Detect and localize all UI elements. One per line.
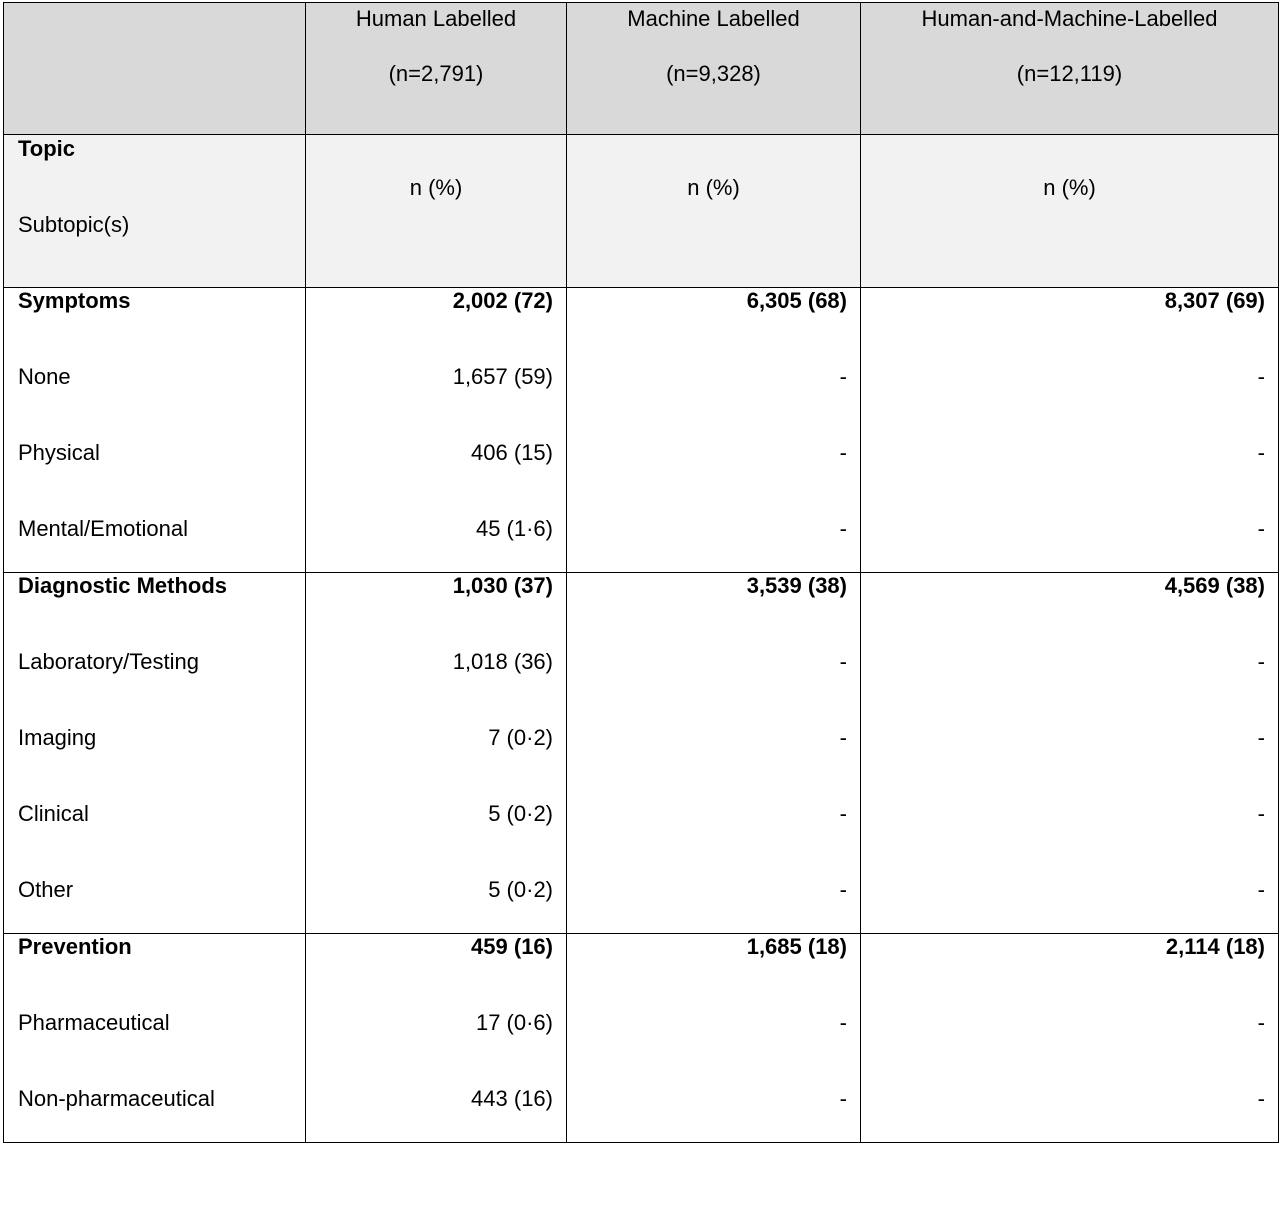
- subtopic-value: -: [1257, 877, 1265, 902]
- subtopic-value: -: [839, 516, 847, 541]
- topic-total: 459 (16): [471, 934, 553, 959]
- combined-values: [861, 288, 1279, 573]
- topic-total: 4,569 (38): [1164, 573, 1265, 598]
- subtopic-name: Mental/Emotional: [18, 516, 188, 541]
- topic-total: 3,539 (38): [746, 573, 847, 598]
- subtopic-name: Pharmaceutical: [18, 1010, 170, 1035]
- subtopic-value: -: [1257, 440, 1265, 465]
- subtopic-value: 45 (1·6): [475, 516, 553, 541]
- subtopic-value: 5 (0·2): [488, 801, 553, 826]
- header-count: (n=9,328): [666, 61, 761, 86]
- topic-total: 2,114 (18): [1165, 934, 1265, 959]
- column-header-row: [4, 3, 1279, 135]
- subtopic-name: Other: [18, 877, 74, 902]
- subtopic-value: 7 (0·2): [488, 725, 553, 750]
- subtopic-name: Clinical: [18, 801, 89, 826]
- subtopic-value: 1,018 (36): [452, 649, 553, 674]
- topic-group-prevention: [4, 934, 1279, 1143]
- header-title: Human Labelled: [355, 6, 517, 31]
- stat-label-cell: [306, 135, 567, 288]
- subtopic-value: 1,657 (59): [452, 364, 553, 389]
- combined-values: [861, 934, 1279, 1143]
- subtopic-name: Laboratory/Testing: [18, 649, 199, 674]
- topic-name: Prevention: [18, 934, 132, 959]
- human-labelled-values: [306, 934, 567, 1143]
- subtopic-name: None: [18, 364, 71, 389]
- header-count: (n=2,791): [388, 61, 484, 86]
- subtopic-value: -: [1257, 801, 1265, 826]
- subtopic-value: -: [1257, 649, 1265, 674]
- subtopic-label: Subtopic(s): [18, 212, 130, 237]
- subtopic-name: Physical: [18, 440, 100, 465]
- subtopic-value: -: [1257, 1086, 1265, 1111]
- topic-total: 2,002 (72): [452, 288, 553, 313]
- topic-name-cell: [4, 288, 306, 573]
- subtopic-value: -: [1257, 1010, 1265, 1035]
- subtopic-name: Non-pharmaceutical: [18, 1086, 215, 1111]
- stat-label: n (%): [409, 175, 463, 200]
- results-table: [3, 2, 1279, 1143]
- subheader-row: [4, 135, 1279, 288]
- subtopic-value: -: [1257, 516, 1265, 541]
- stat-label-cell: [567, 135, 861, 288]
- topic-group-diagnostic-methods: [4, 573, 1279, 934]
- human-labelled-values: [306, 288, 567, 573]
- header-count: (n=12,119): [1016, 61, 1123, 86]
- topic-total: 1,685 (18): [746, 934, 847, 959]
- machine-labelled-values: [567, 288, 861, 573]
- topic-name-cell: [4, 573, 306, 934]
- subtopic-value: -: [839, 364, 847, 389]
- combined-values: [861, 573, 1279, 934]
- subtopic-value: -: [1257, 364, 1265, 389]
- topic-total: 6,305 (68): [746, 288, 847, 313]
- topic-group-symptoms: [4, 288, 1279, 573]
- subtopic-value: -: [839, 649, 847, 674]
- subtopic-value: -: [839, 801, 847, 826]
- header-human-labelled: [306, 3, 567, 135]
- topic-name: Diagnostic Methods: [18, 573, 228, 598]
- subtopic-value: 443 (16): [471, 1086, 553, 1111]
- subtopic-value: 5 (0·2): [488, 877, 553, 902]
- topic-label: Topic: [18, 136, 76, 161]
- subtopic-value: -: [1257, 725, 1265, 750]
- subtopic-value: 17 (0·6): [475, 1010, 553, 1035]
- header-human-and-machine-labelled: [861, 3, 1279, 135]
- subtopic-value: -: [839, 1010, 847, 1035]
- topic-name-cell: [4, 934, 306, 1143]
- topic-total: 1,030 (37): [452, 573, 553, 598]
- machine-labelled-values: [567, 934, 861, 1143]
- header-title: Human-and-Machine-Labelled: [921, 6, 1218, 31]
- header-blank-cell: [4, 3, 306, 135]
- header-title: Machine Labelled: [627, 6, 800, 31]
- subtopic-value: -: [839, 1086, 847, 1111]
- stat-label: n (%): [1043, 175, 1096, 200]
- stat-label-cell: [861, 135, 1279, 288]
- topic-subtopic-label-cell: [4, 135, 306, 288]
- subtopic-value: -: [839, 877, 847, 902]
- stat-label: n (%): [687, 175, 740, 200]
- topic-total: 8,307 (69): [1164, 288, 1265, 313]
- machine-labelled-values: [567, 573, 861, 934]
- human-labelled-values: [306, 573, 567, 934]
- subtopic-name: Imaging: [18, 725, 97, 750]
- topic-name: Symptoms: [18, 288, 131, 313]
- subtopic-value: -: [839, 440, 847, 465]
- header-machine-labelled: [567, 3, 861, 135]
- subtopic-value: -: [839, 725, 847, 750]
- subtopic-value: 406 (15): [471, 440, 553, 465]
